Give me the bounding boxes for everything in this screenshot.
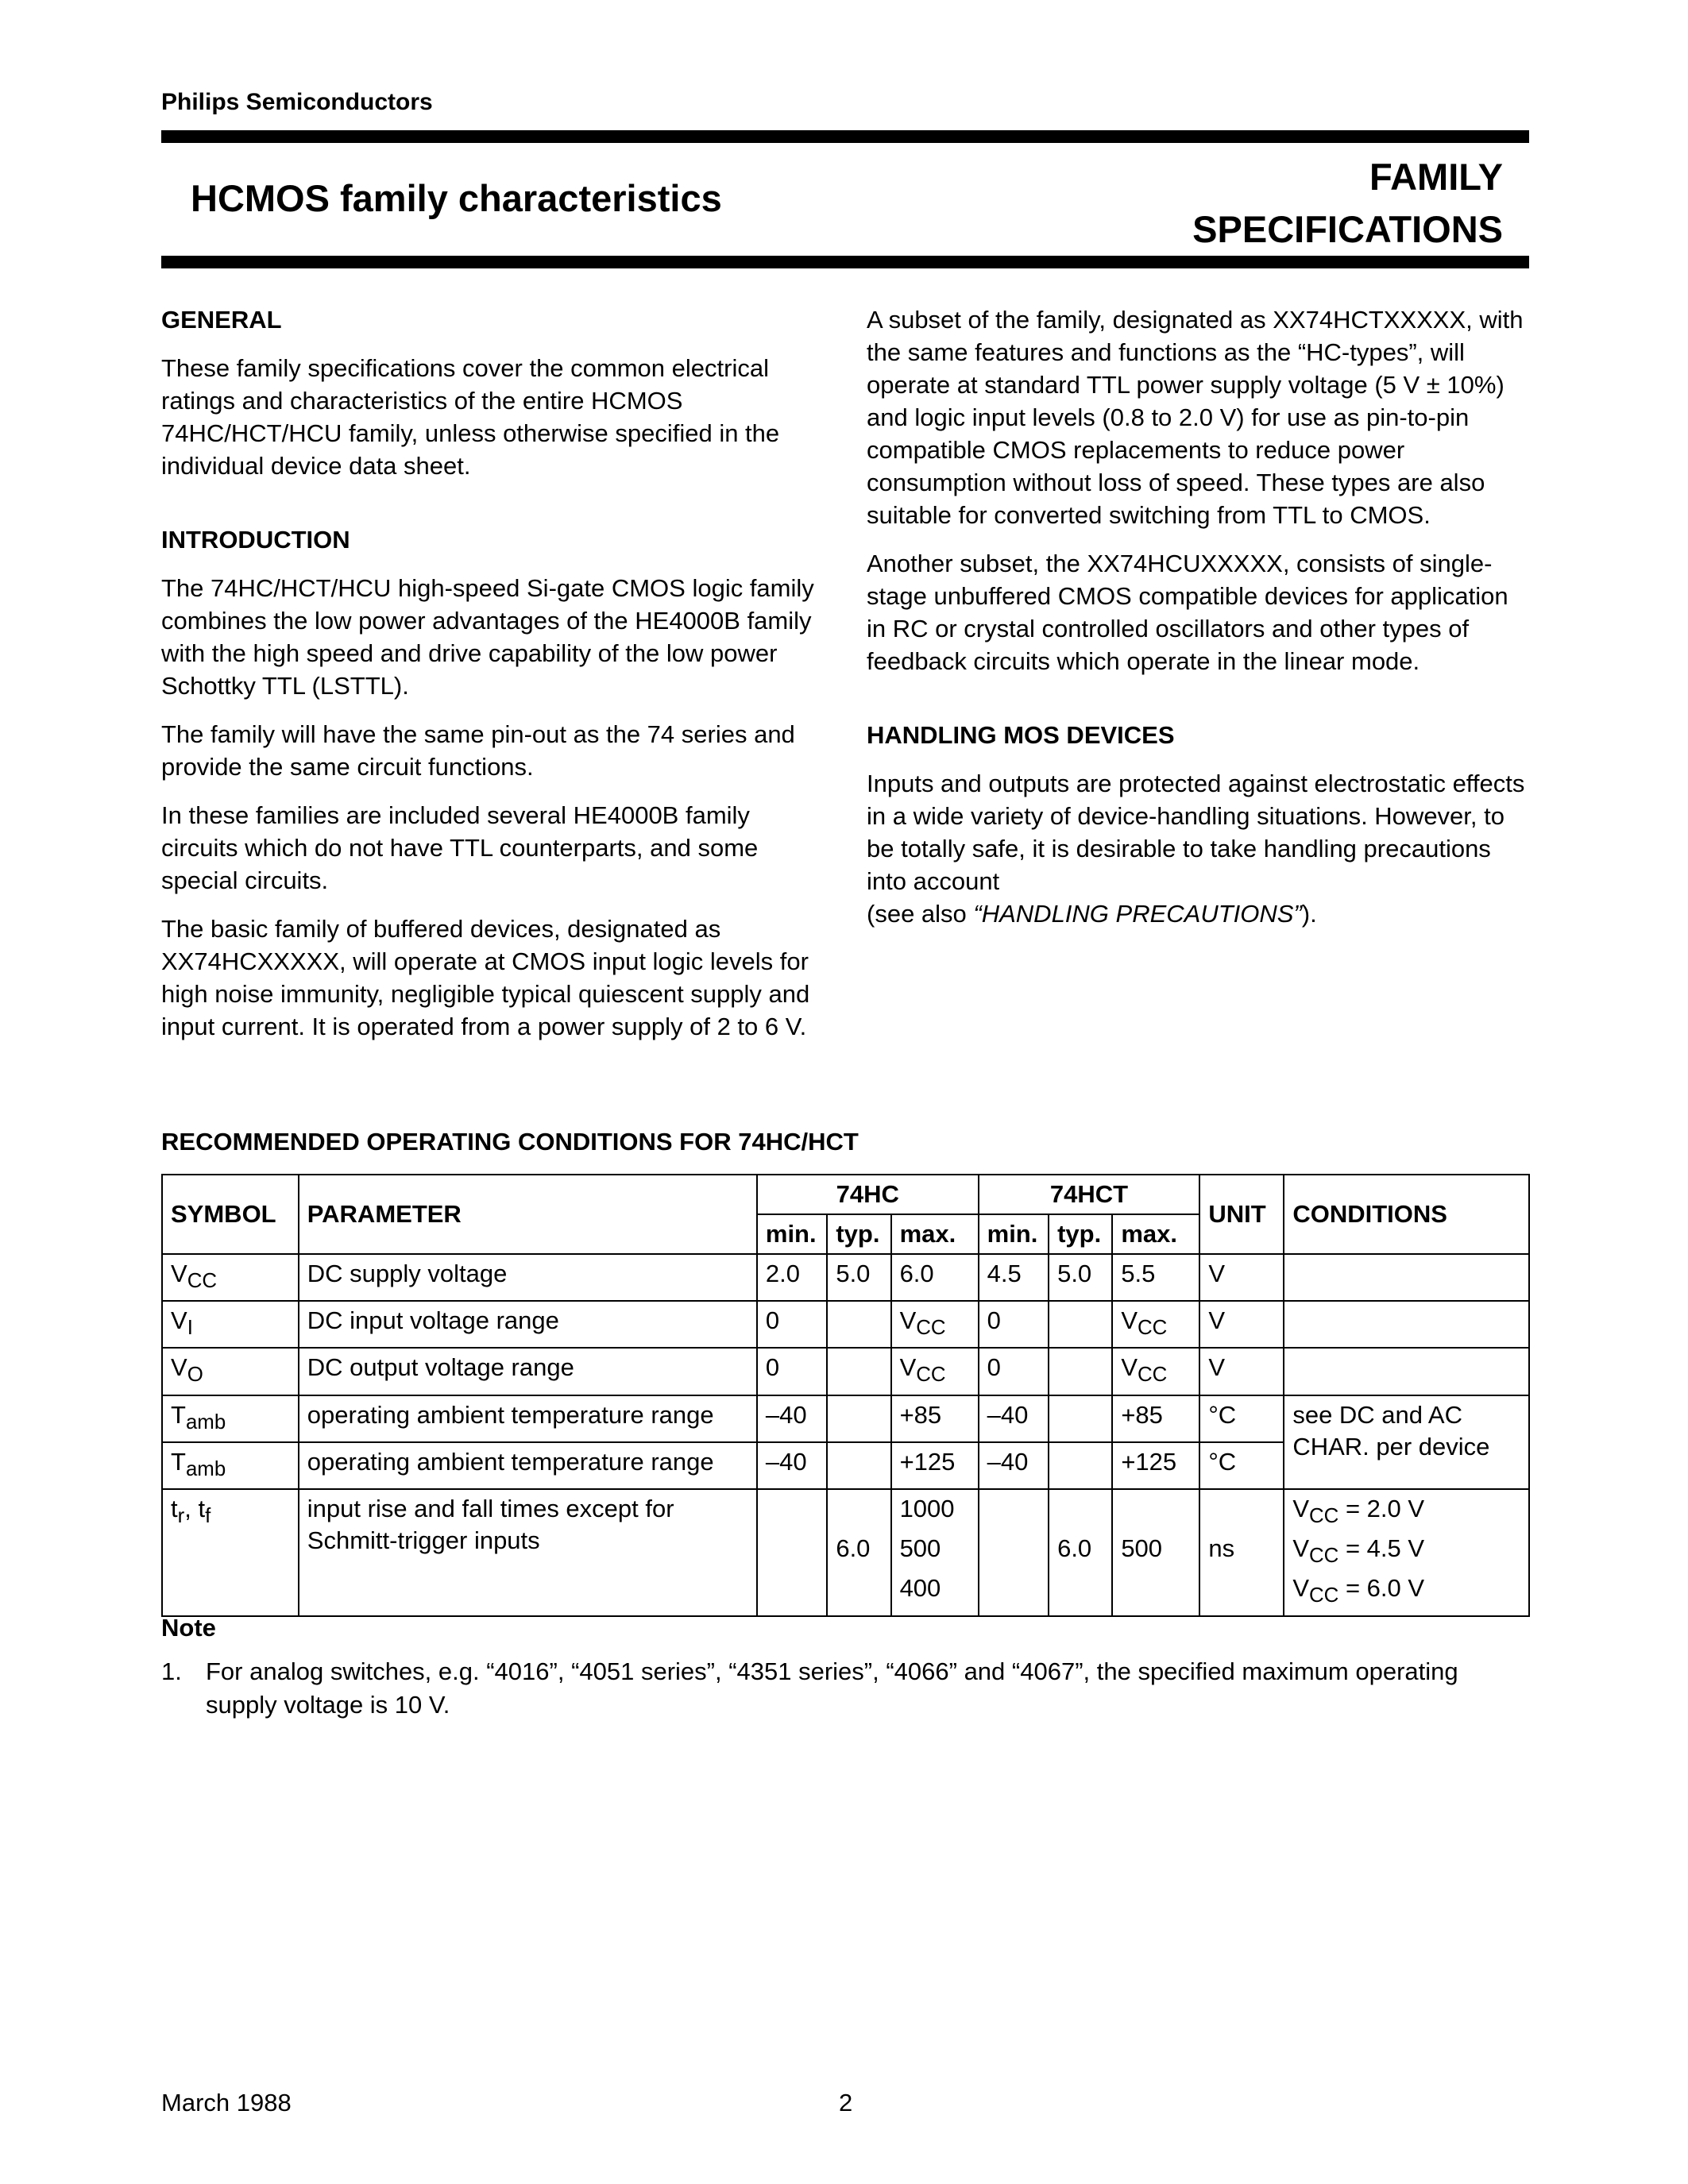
hc-max-cell: +85 [891,1395,979,1442]
page-number: 2 [839,2089,853,2116]
hc-min-cell: 0 [757,1301,827,1348]
table-row [162,1489,1529,1616]
table-row [162,1395,1529,1442]
parameter-cell: operating ambient temperature range [299,1442,757,1489]
header-symbol: SYMBOL [162,1175,299,1254]
hct-max-cell: 500 [1112,1489,1199,1616]
hc-typ-cell: 5.0 [827,1254,890,1301]
section-label [1192,151,1503,256]
section-label-line2: SPECIFICATIONS [1192,208,1503,250]
intro-paragraph-2: The family will have the same pin-out as the 74 series and provide the same circuit functions. [161,720,795,781]
intro-paragraph-1: The 74HC/HCT/HCU high-speed Si-gate CMOS logic family combines the low power advantages of the HE4000B family with the high speed and drive capability of the low power Schottky TTL (LSTTL). [161,574,814,700]
parameter-cell: DC input voltage range [299,1301,757,1348]
hc-min-cell [757,1489,827,1616]
hc-min-cell: 0 [757,1348,827,1395]
hc-min-cell: –40 [757,1442,827,1489]
header-74hct: 74HCT [979,1175,1200,1214]
hc-typ-cell [827,1301,890,1348]
table-row [162,1254,1529,1301]
document-title: HCMOS family characteristics [191,177,722,219]
hc-min-cell: 2.0 [757,1254,827,1301]
header-rule-top [161,130,1529,143]
header-hc-max: max. [891,1214,979,1254]
company-name: Philips Semiconductors [161,89,433,115]
note-heading: Note [161,1614,216,1642]
symbol-cell: $t_r$, $t_f$ [162,1489,299,1616]
hc-max-cell: 1000 500 400 [891,1489,979,1616]
hc-typ-cell [827,1348,890,1395]
hct-typ-cell: 5.0 [1049,1254,1112,1301]
hcu-subset-paragraph: Another subset, the XX74HCUXXXXX, consists of single-stage unbuffered CMOS compatible devices for application in RC or crystal controlled oscillators and other types of feedback circuits which operate in the linear mode. [867,550,1508,675]
unit-cell: °C [1199,1395,1284,1442]
hc-max-cell: $V_{CC}$ [891,1348,979,1395]
conditions-cell: $V_{CC} = 2.0$ V $V_{CC} = 4.5$ V $V_{CC} = 6.0$ V [1284,1489,1529,1616]
header-rule-bottom [161,256,1529,268]
parameter-cell: DC supply voltage [299,1254,757,1301]
header-conditions: CONDITIONS [1284,1175,1529,1254]
right-column [867,303,1526,946]
general-text: These family specifications cover the common electrical ratings and characteristics of the entire HCMOS 74HC/HCT/HCU family, unless otherwise specified in the individual device data sheet. [161,354,780,480]
note-item [161,1655,1529,1722]
hc-max-cell: +125 [891,1442,979,1489]
header-hct-max: max. [1112,1214,1199,1254]
hct-min-cell: –40 [979,1442,1049,1489]
symbol-cell: $V_{CC}$ [162,1254,299,1301]
symbol-cell: $V_O$ [162,1348,299,1395]
section-label-line1: FAMILY [1369,156,1503,198]
handling-see-suffix: ). [1301,900,1317,928]
introduction-heading: INTRODUCTION [161,526,350,554]
table-header-row [162,1175,1529,1214]
hct-max-cell: +125 [1112,1442,1199,1489]
hct-min-cell: 4.5 [979,1254,1049,1301]
footer-date: March 1988 [161,2089,292,2116]
header-hct-min: min. [979,1214,1049,1254]
hct-max-cell: 5.5 [1112,1254,1199,1301]
hct-min-cell: 0 [979,1301,1049,1348]
symbol-cell: $T_{amb}$ [162,1442,299,1489]
intro-paragraph-4: The basic family of buffered devices, designated as XX74HCXXXXX, will operate at CMOS input logic levels for high noise immunity, negligible typical quiescent supply and input current. It is operated from a power supply of 2 to 6 V. [161,915,810,1040]
unit-cell: V [1199,1254,1284,1301]
intro-paragraph-3: In these families are included several HE4000B family circuits which do not have TTL counterparts, and some special circuits. [161,801,759,894]
hc-max-cell: $V_{CC}$ [891,1301,979,1348]
hct-subset-paragraph: A subset of the family, designated as XX74HCTXXXXX, with the same features and functions as the “HC-types”, will operate at standard TTL power supply voltage (5 V ± 10%) and logic input levels (0.8 to 2.0 V) for use as pin-to-pin compatible CMOS replacements to reduce power consumption without loss of speed. These types are also suitable for converted switching from TTL to CMOS. [867,306,1524,529]
parameter-cell: DC output voltage range [299,1348,757,1395]
symbol-cell: $T_{amb}$ [162,1395,299,1442]
handling-precautions-link[interactable]: “HANDLING PRECAUTIONS” [973,900,1302,928]
table-row [162,1301,1529,1348]
hct-typ-cell [1049,1442,1112,1489]
hct-typ-cell [1049,1395,1112,1442]
unit-cell: ns [1199,1489,1284,1616]
header-unit: UNIT [1199,1175,1284,1254]
handling-text-body: Inputs and outputs are protected against electrostatic effects in a wide variety of device-handling situations. However, to be totally safe, it is desirable to take handling precautions into account [867,770,1525,895]
hct-typ-cell: 6.0 [1049,1489,1112,1616]
hct-min-cell [979,1489,1049,1616]
hc-typ-cell [827,1395,890,1442]
operating-conditions-table [161,1174,1530,1617]
unit-cell: V [1199,1348,1284,1395]
hct-typ-cell [1049,1301,1112,1348]
hc-max-cell: 6.0 [891,1254,979,1301]
hct-min-cell: –40 [979,1395,1049,1442]
unit-cell: V [1199,1301,1284,1348]
hct-max-cell: $V_{CC}$ [1112,1301,1199,1348]
left-column [161,303,821,1059]
header-hc-typ: typ. [827,1214,890,1254]
conditions-cell [1284,1254,1529,1301]
hc-typ-cell: 6.0 [827,1489,890,1616]
conditions-cell [1284,1301,1529,1348]
note-body: For analog switches, e.g. “4016”, “4051 series”, “4351 series”, “4066” and “4067”, the specified maximum operating supply voltage is 10 V. [206,1657,1458,1719]
hc-min-cell: –40 [757,1395,827,1442]
header-hc-min: min. [757,1214,827,1254]
handling-see-prefix: (see also [867,900,974,928]
header-hct-typ: typ. [1049,1214,1112,1254]
header-74hc: 74HC [757,1175,979,1214]
general-heading: GENERAL [161,306,282,334]
hct-min-cell: 0 [979,1348,1049,1395]
unit-cell: °C [1199,1442,1284,1489]
table-row [162,1348,1529,1395]
hct-max-cell: $V_{CC}$ [1112,1348,1199,1395]
conditions-cell-temperature: see DC and AC CHAR. per device [1284,1395,1529,1489]
handling-text [867,767,1526,930]
conditions-cell [1284,1348,1529,1395]
parameter-cell: operating ambient temperature range [299,1395,757,1442]
parameter-cell: input rise and fall times except for Schmitt-trigger inputs [299,1489,757,1616]
symbol-cell: $V_I$ [162,1301,299,1348]
hct-max-cell: +85 [1112,1395,1199,1442]
table-title: RECOMMENDED OPERATING CONDITIONS FOR 74HC/HCT [161,1128,859,1156]
note-number: 1. [161,1657,182,1685]
header-parameter: PARAMETER [299,1175,757,1254]
handling-heading: HANDLING MOS DEVICES [867,721,1175,749]
hc-typ-cell [827,1442,890,1489]
hct-typ-cell [1049,1348,1112,1395]
